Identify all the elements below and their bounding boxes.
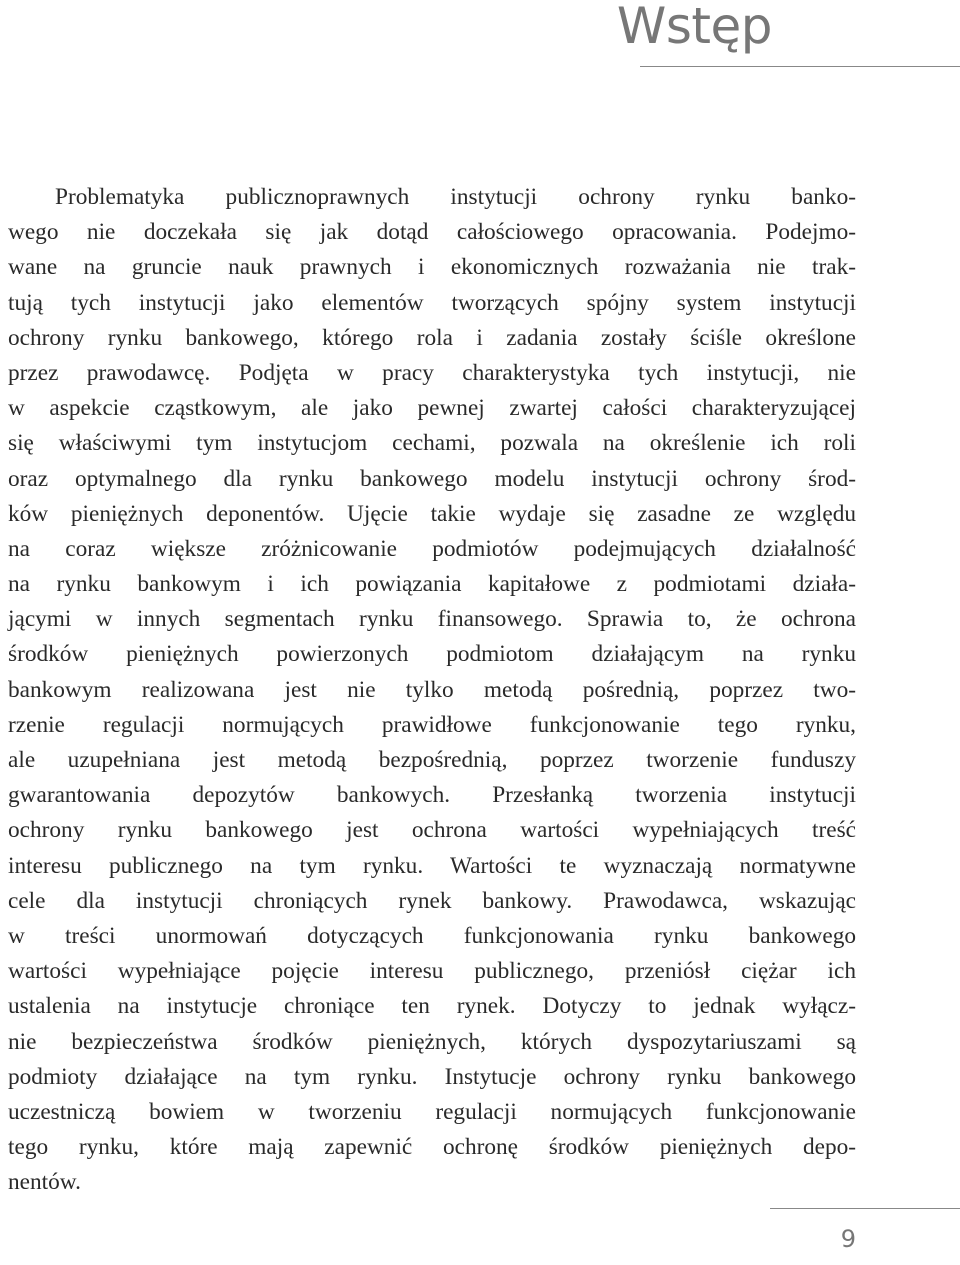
text-line: ustalenia na instytucje chroniące ten rynek. Dotyczy to jednak wyłącz- bbox=[8, 993, 856, 1020]
text-line: się właściwymi tym instytucjom cechami, pozwala na określenie ich roli bbox=[8, 430, 856, 457]
text-line: rzenie regulacji normujących prawidłowe funkcjonowanie tego rynku, bbox=[8, 711, 856, 738]
text-line: interesu publicznego na tym rynku. Wartości te wyznaczają normatywne bbox=[8, 852, 856, 879]
chapter-header bbox=[616, 0, 960, 72]
chapter-title: Wstęp bbox=[616, 0, 772, 55]
text-line: cele dla instytucji chroniących rynek bankowy. Prawodawca, wskazując bbox=[8, 887, 856, 914]
header-rule bbox=[640, 66, 960, 67]
text-line: gwarantowania depozytów bankowych. Przesłanką tworzenia instytucji bbox=[8, 782, 856, 809]
text-line: w aspekcie cząstkowym, ale jako pewnej zwartej całości charakteryzującej bbox=[8, 395, 856, 422]
text-line: tują tych instytucji jako elementów tworzących spójny system instytucji bbox=[8, 289, 856, 316]
text-line: przez prawodawcę. Podjęta w pracy charakterystyka tych instytucji, nie bbox=[8, 359, 856, 386]
text-line: ochrony rynku bankowego, którego rola i zadania zostały ściśle określone bbox=[8, 324, 856, 351]
text-line: jącymi w innych segmentach rynku finansowego. Sprawia to, że ochrona bbox=[8, 606, 856, 633]
body-paragraph bbox=[8, 180, 856, 1200]
text-line: podmioty działające na tym rynku. Instytucje ochrony rynku bankowego bbox=[8, 1063, 856, 1090]
text-line: uczestniczą bowiem w tworzeniu regulacji normujących funkcjonowanie bbox=[8, 1098, 856, 1125]
text-line: tego rynku, które mają zapewnić ochronę środków pieniężnych depo- bbox=[8, 1134, 856, 1161]
text-line: wego nie doczekała się jak dotąd całościowego opracowania. Podejmo- bbox=[8, 219, 856, 246]
text-line: w treści unormowań dotyczących funkcjonowania rynku bankowego bbox=[8, 922, 856, 949]
text-line: nentów. bbox=[8, 1169, 81, 1196]
text-line: wartości wypełniające pojęcie interesu publicznego, przeniósł ciężar ich bbox=[8, 958, 856, 985]
text-line: ków pieniężnych deponentów. Ujęcie takie wydaje się zasadne ze względu bbox=[8, 500, 856, 527]
text-line: środków pieniężnych powierzonych podmiotom działającym na rynku bbox=[8, 641, 856, 668]
text-line: ale uzupełniana jest metodą bezpośrednią, poprzez tworzenie funduszy bbox=[8, 747, 856, 773]
text-line: na coraz większe zróżnicowanie podmiotów podejmujących działalność bbox=[8, 535, 856, 562]
page-number: 9 bbox=[840, 1225, 856, 1253]
text-line: oraz optymalnego dla rynku bankowego modelu instytucji ochrony środ- bbox=[8, 465, 856, 492]
text-line: ochrony rynku bankowego jest ochrona wartości wypełniających treść bbox=[8, 817, 856, 844]
footer-rule bbox=[770, 1208, 960, 1209]
text-line: na rynku bankowym i ich powiązania kapitałowe z podmiotami działa- bbox=[8, 571, 856, 598]
text-line: wane na gruncie nauk prawnych i ekonomicznych rozważania nie trak- bbox=[8, 254, 856, 281]
page-footer bbox=[770, 1205, 960, 1265]
text-line: Problematyka publicznoprawnych instytucji ochrony rynku banko- bbox=[55, 184, 856, 210]
text-line: bankowym realizowana jest nie tylko metodą pośrednią, poprzez two- bbox=[8, 676, 856, 703]
text-line: nie bezpieczeństwa środków pieniężnych, których dyspozytariuszami są bbox=[8, 1028, 856, 1055]
